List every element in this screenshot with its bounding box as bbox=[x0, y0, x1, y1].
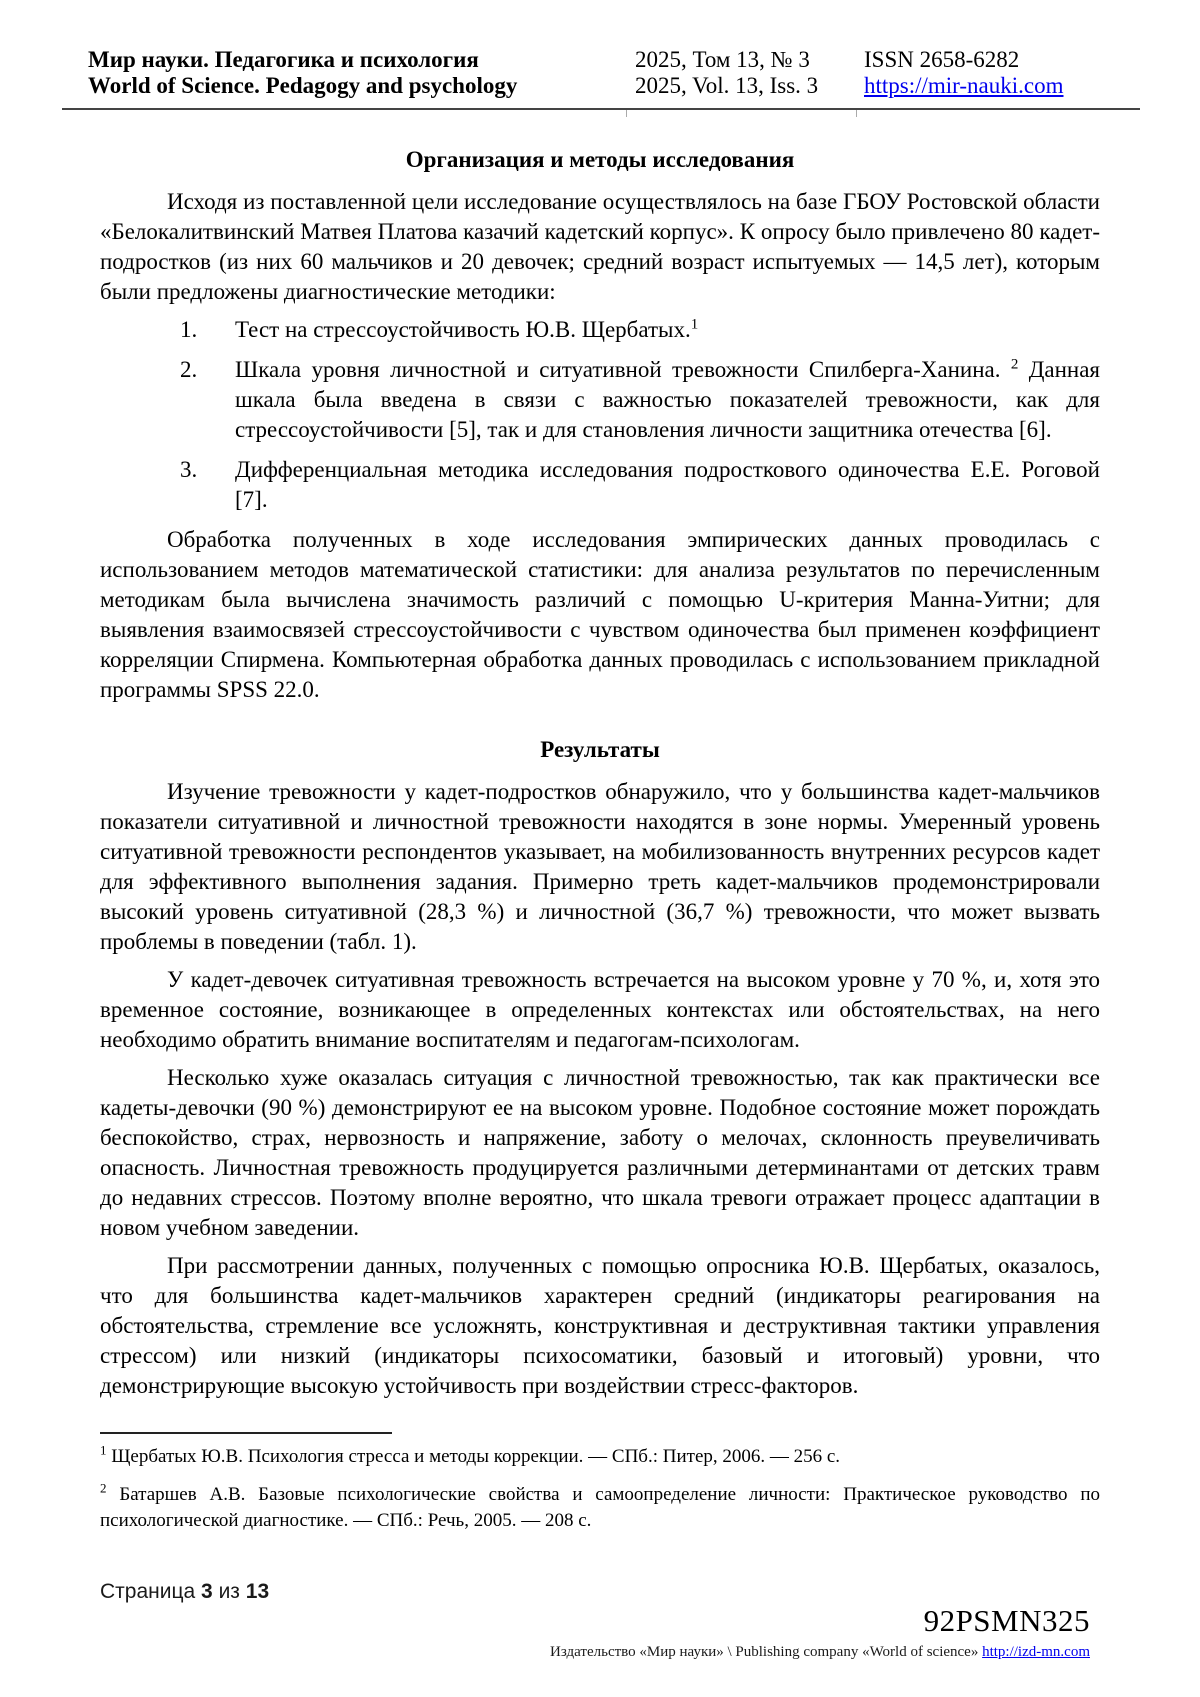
publisher-line bbox=[100, 1644, 1090, 1661]
section-title-results: Результаты bbox=[540, 737, 660, 762]
footnote-separator bbox=[100, 1432, 392, 1434]
header-rule bbox=[62, 108, 1140, 110]
publisher-text: Издательство «Мир науки» \ Publishing company «World of science» bbox=[550, 1644, 979, 1660]
footnote-marker: 1 bbox=[100, 1442, 107, 1458]
list-item bbox=[100, 455, 1100, 515]
page-number-middle: из bbox=[218, 1580, 240, 1603]
footnote bbox=[100, 1444, 1100, 1470]
issue-info-block bbox=[635, 47, 864, 99]
journal-header bbox=[88, 47, 1114, 99]
journal-site-link[interactable]: https://mir-nauki.com bbox=[864, 73, 1064, 98]
paragraph-results-2: У кадет-девочек ситуативная тревожность встречается на высоком уровне у 70 %, и, хотя это временное состояние, возникающее в определенных контекстах или обстоятельствах, на него необходимо обратить внимание воспитателям и педагогам-психологам. bbox=[100, 967, 1100, 1052]
list-item-number: 3. bbox=[180, 457, 198, 482]
header-column-tick bbox=[856, 110, 857, 117]
article-body bbox=[100, 145, 1100, 1409]
footnote-ref[interactable]: 1 bbox=[690, 316, 699, 333]
list-item-text bbox=[235, 355, 1100, 445]
publisher-link[interactable]: http://izd-mn.com bbox=[982, 1644, 1090, 1660]
footnote bbox=[100, 1482, 1100, 1534]
issue-en: 2025, Vol. 13, Iss. 3 bbox=[635, 73, 819, 98]
paragraph-intro: Исходя из поставленной цели исследование осуществлялось на базе ГБОУ Ростовской области «Белокалитвинский Матвея Платова казачий кадетский корпус». К опросу было привлечено 80 кадет-подростков (из них 60 мальчиков и 20 девочек; средний возраст испытуемых — 14,5 лет), которым были предложены диагностические методики: bbox=[100, 189, 1100, 304]
issn-label: ISSN 2658-6282 bbox=[864, 47, 1020, 72]
journal-title-ru: Мир науки. Педагогика и психология bbox=[88, 47, 479, 72]
list-item-number: 1. bbox=[180, 317, 198, 342]
list-item-body: Шкала уровня личностной и ситуативной тревожности Спилберга-Ханина. bbox=[235, 357, 1011, 382]
journal-title-en: World of Science. Pedagogy and psychology bbox=[88, 73, 518, 98]
list-item bbox=[100, 315, 1100, 345]
list-item-body: Дифференциальная методика исследования подросткового одиночества Е.Е. Роговой [7]. bbox=[235, 457, 1100, 512]
journal-title-block bbox=[88, 47, 635, 99]
paragraph-results-1: Изучение тревожности у кадет-подростков обнаружило, что у большинства кадет-мальчиков показатели ситуативной и личностной тревожности находятся в зоне нормы. Умеренный уровень ситуативной тревожности респондентов указывает, на мобилизованность внутренних ресурсов кадет для эффективного выполнения задания. Примерно треть кадет-мальчиков продемонстрировали высокий уровень ситуативной (28,3 %) и личностной (36,7 %) тревожности, что может вызвать проблемы в поведении (табл. 1). bbox=[100, 779, 1100, 954]
footnote-ref[interactable]: 2 bbox=[1010, 356, 1019, 373]
footnote-text: Батаршев А.В. Базовые психологические свойства и самоопределение личности: Практическое руководство по психологической диагностике. — СПб.: Речь, 2005. — 208 с. bbox=[100, 1484, 1100, 1531]
paragraph-results-4: При рассмотрении данных, полученных с помощью опросника Ю.В. Щербатых, оказалось, что для большинства кадет-мальчиков характерен средний (индикаторы реагирования на обстоятельства, стремление все усложнять, конструктивная и деструктивная тактики управления стрессом) или низкий (индикаторы психосоматики, базовый и итоговый) уровни, что демонстрирующие высокую устойчивость при воздействии стресс-факторов. bbox=[100, 1253, 1100, 1398]
article-code: 92PSMN325 bbox=[923, 1603, 1090, 1638]
page-number bbox=[100, 1580, 269, 1604]
footnote-text: Щербатых Ю.В. Психология стресса и методы коррекции. — СПб.: Питер, 2006. — 256 с. bbox=[111, 1446, 841, 1467]
list-item-text bbox=[235, 315, 1100, 345]
list-item-number: 2. bbox=[180, 357, 198, 382]
page-number-current: 3 bbox=[201, 1580, 213, 1603]
list-item-body: Тест на стрессоустойчивость Ю.В. Щербатых. bbox=[235, 317, 691, 342]
paragraph-statistics: Обработка полученных в ходе исследования эмпирических данных проводилась с использованием методов математической статистики: для анализа результатов по перечисленным методикам была вычислена значимость различий с помощью U-критерия Манна-Уитни; для выявления взаимосвязей стрессоустойчивости с чувством одиночества был применен коэффициент корреляции Спирмена. Компьютерная обработка данных проводилась с использованием прикладной программы SPSS 22.0. bbox=[100, 527, 1100, 702]
page-number-prefix: Страница bbox=[100, 1580, 196, 1603]
header-column-tick bbox=[626, 110, 627, 117]
list-item-body-cont: Данная шкала была введена в связи с важностью показателей тревожности, как для стрессоустойчивости [5], так и для становления личности защитника отечества [6]. bbox=[235, 357, 1100, 442]
list-item bbox=[100, 355, 1100, 445]
issn-block bbox=[864, 47, 1114, 99]
section-title-methods: Организация и методы исследования bbox=[405, 147, 795, 172]
list-item-text bbox=[235, 455, 1100, 515]
journal-site bbox=[864, 73, 1114, 99]
footnote-marker: 2 bbox=[100, 1480, 107, 1496]
issue-ru: 2025, Том 13, № 3 bbox=[635, 47, 810, 72]
paragraph-results-3: Несколько хуже оказалась ситуация с личностной тревожностью, так как практически все кадеты-девочки (90 %) демонстрируют ее на высоком уровне. Подобное состояние может порождать беспокойство, страх, нервозность и напряжение, заботу о мелочах, склонность преувеличивать опасность. Личностная тревожность продуцируется различными детерминантами от детских травм до недавних стрессов. Поэтому вполне вероятно, что шкала тревоги отражает процесс адаптации в новом учебном заведении. bbox=[100, 1065, 1100, 1240]
page-number-total: 13 bbox=[245, 1580, 270, 1603]
numbered-list bbox=[100, 315, 1100, 515]
footnotes-block bbox=[100, 1432, 1100, 1546]
